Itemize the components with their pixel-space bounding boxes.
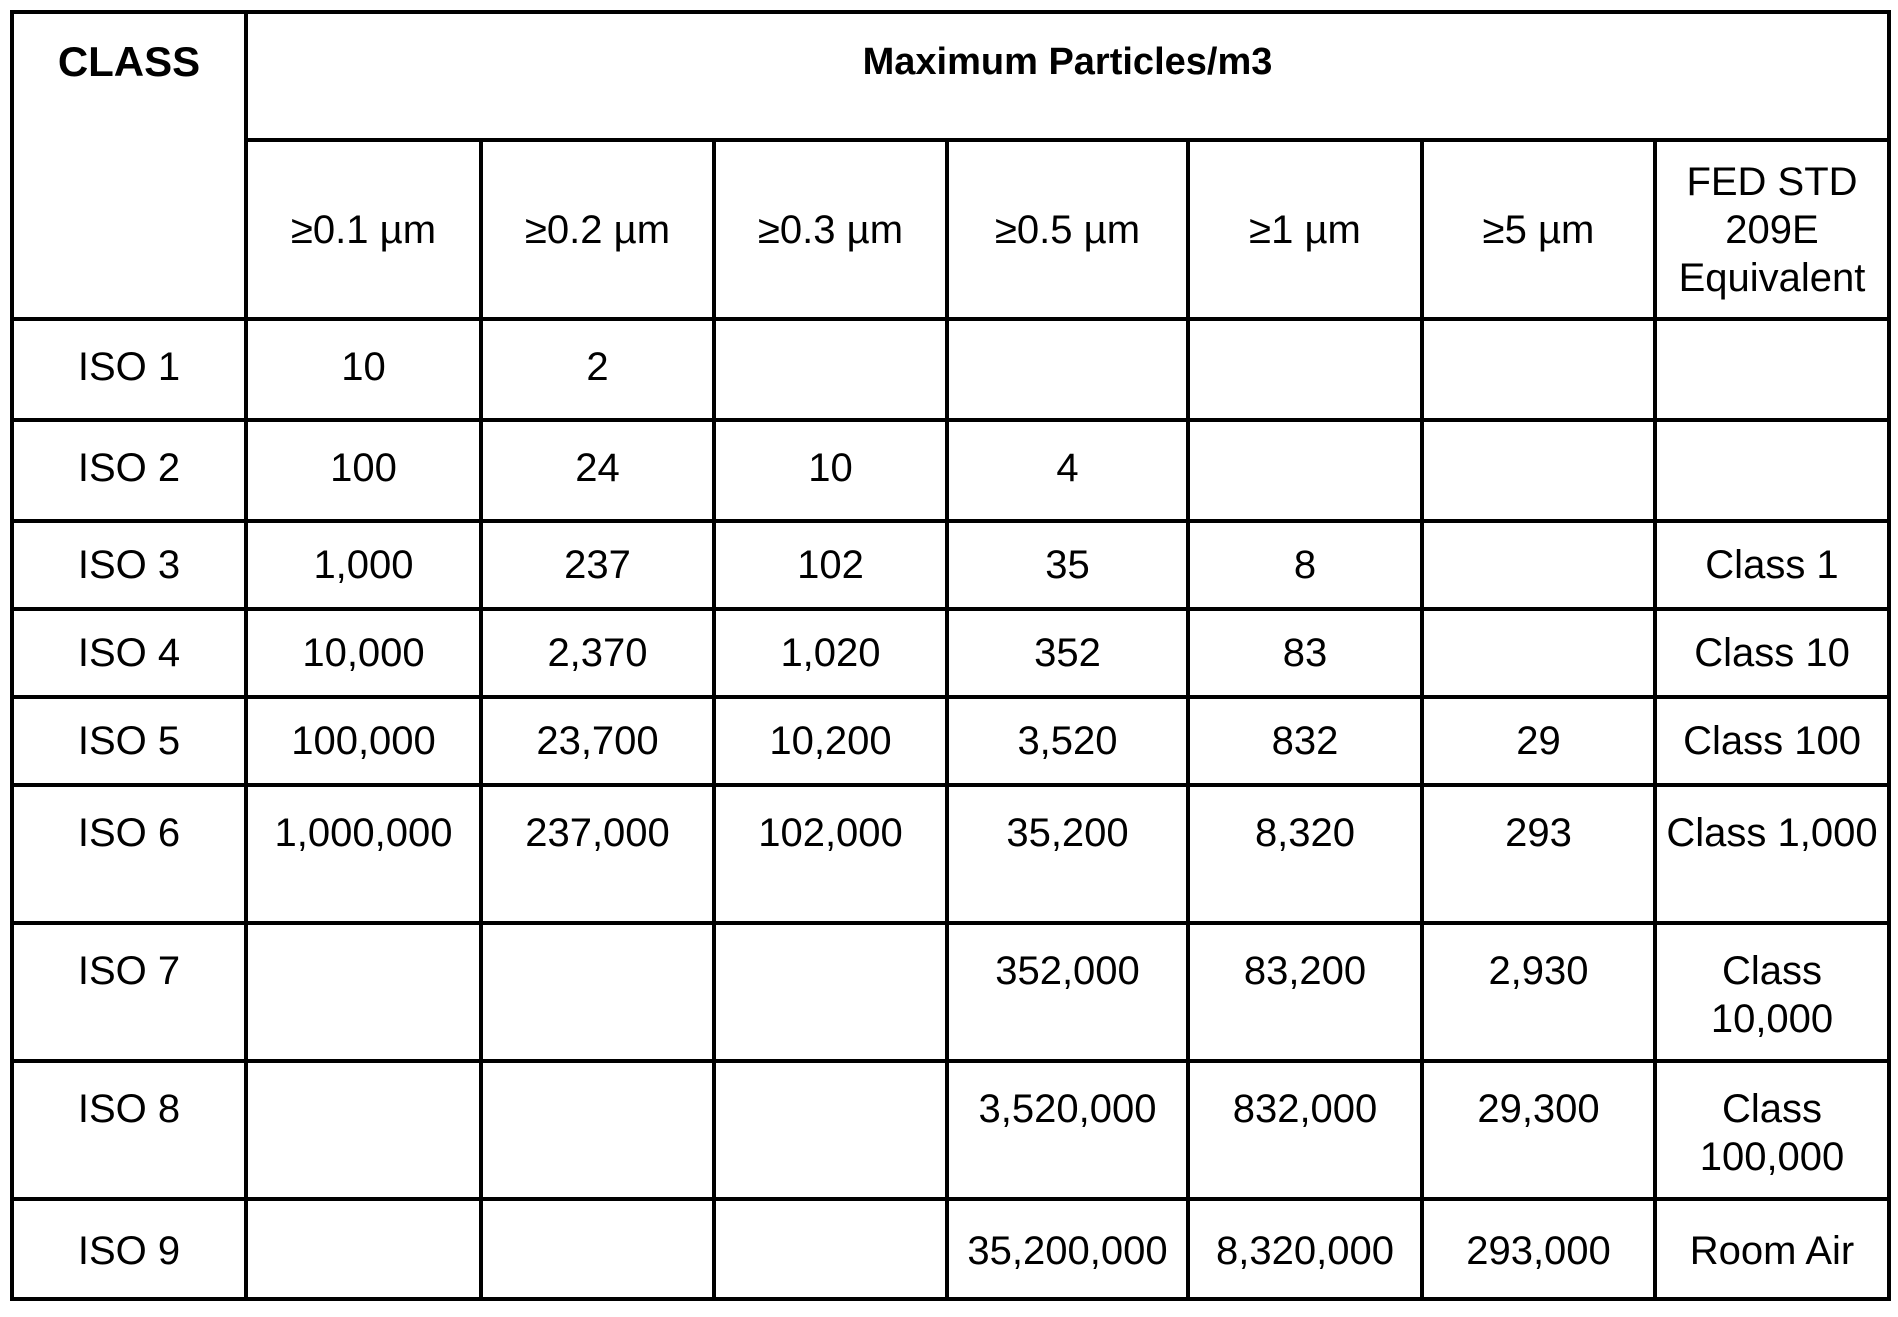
table-row bbox=[12, 923, 1889, 1061]
column-header: ≥1 µm bbox=[1188, 140, 1422, 319]
particle-count-cell: 352,000 bbox=[947, 923, 1188, 1061]
particle-count-cell bbox=[246, 1199, 481, 1299]
table-body bbox=[12, 319, 1889, 1299]
particle-count-cell: 1,020 bbox=[714, 609, 947, 697]
particle-count-cell: 23,700 bbox=[481, 697, 714, 785]
fed-std-cell: Class 10,000 bbox=[1655, 923, 1889, 1061]
fed-std-cell: Class 1 bbox=[1655, 521, 1889, 609]
class-cell: ISO 9 bbox=[12, 1199, 246, 1299]
column-header: ≥0.5 µm bbox=[947, 140, 1188, 319]
particle-count-cell bbox=[1188, 420, 1422, 521]
particle-count-cell bbox=[481, 1199, 714, 1299]
fed-std-cell: Class 100,000 bbox=[1655, 1061, 1889, 1199]
particle-count-cell bbox=[1188, 319, 1422, 420]
fed-std-cell bbox=[1655, 420, 1889, 521]
column-header: ≥0.3 µm bbox=[714, 140, 947, 319]
iso-cleanroom-class-table bbox=[10, 10, 1891, 1301]
particle-count-cell bbox=[246, 1061, 481, 1199]
column-header-fed-std: FED STD 209E Equivalent bbox=[1655, 140, 1889, 319]
table-row bbox=[12, 785, 1889, 923]
particle-count-cell: 10 bbox=[714, 420, 947, 521]
particle-count-cell bbox=[714, 923, 947, 1061]
class-cell: ISO 6 bbox=[12, 785, 246, 923]
particle-count-cell: 29,300 bbox=[1422, 1061, 1655, 1199]
particle-count-cell bbox=[714, 1061, 947, 1199]
particle-count-cell: 2 bbox=[481, 319, 714, 420]
particle-count-cell bbox=[481, 1061, 714, 1199]
particle-count-cell: 832,000 bbox=[1188, 1061, 1422, 1199]
class-header: CLASS bbox=[12, 12, 246, 319]
class-cell: ISO 1 bbox=[12, 319, 246, 420]
table-row bbox=[12, 1199, 1889, 1299]
column-header: ≥0.2 µm bbox=[481, 140, 714, 319]
fed-std-cell: Room Air bbox=[1655, 1199, 1889, 1299]
particle-count-cell: 102,000 bbox=[714, 785, 947, 923]
particle-count-cell: 832 bbox=[1188, 697, 1422, 785]
particle-count-cell bbox=[1422, 319, 1655, 420]
particle-count-cell: 293,000 bbox=[1422, 1199, 1655, 1299]
particle-count-cell: 352 bbox=[947, 609, 1188, 697]
fed-std-cell: Class 100 bbox=[1655, 697, 1889, 785]
particle-count-cell bbox=[1422, 521, 1655, 609]
particle-count-cell: 8,320 bbox=[1188, 785, 1422, 923]
class-cell: ISO 8 bbox=[12, 1061, 246, 1199]
particle-count-cell: 237,000 bbox=[481, 785, 714, 923]
particle-count-cell bbox=[481, 923, 714, 1061]
particle-count-cell: 35 bbox=[947, 521, 1188, 609]
particle-count-cell: 29 bbox=[1422, 697, 1655, 785]
max-particles-header: Maximum Particles/m3 bbox=[246, 12, 1889, 140]
particle-count-cell: 237 bbox=[481, 521, 714, 609]
particle-count-cell: 8 bbox=[1188, 521, 1422, 609]
particle-count-cell bbox=[1422, 609, 1655, 697]
particle-count-cell: 35,200,000 bbox=[947, 1199, 1188, 1299]
class-cell: ISO 5 bbox=[12, 697, 246, 785]
table-row bbox=[12, 1061, 1889, 1199]
particle-count-cell: 100 bbox=[246, 420, 481, 521]
particle-count-cell: 83 bbox=[1188, 609, 1422, 697]
fed-std-cell bbox=[1655, 319, 1889, 420]
particle-count-cell: 1,000 bbox=[246, 521, 481, 609]
class-cell: ISO 3 bbox=[12, 521, 246, 609]
column-header: ≥5 µm bbox=[1422, 140, 1655, 319]
particle-count-cell: 24 bbox=[481, 420, 714, 521]
particle-count-cell: 2,930 bbox=[1422, 923, 1655, 1061]
particle-count-cell bbox=[1422, 420, 1655, 521]
particle-count-cell: 83,200 bbox=[1188, 923, 1422, 1061]
table-row bbox=[12, 420, 1889, 521]
particle-count-cell: 102 bbox=[714, 521, 947, 609]
fed-std-cell: Class 1,000 bbox=[1655, 785, 1889, 923]
particle-count-cell: 4 bbox=[947, 420, 1188, 521]
particle-count-cell: 35,200 bbox=[947, 785, 1188, 923]
particle-count-cell: 3,520,000 bbox=[947, 1061, 1188, 1199]
particle-count-cell: 10,000 bbox=[246, 609, 481, 697]
fed-std-cell: Class 10 bbox=[1655, 609, 1889, 697]
table-row bbox=[12, 521, 1889, 609]
particle-count-cell bbox=[714, 319, 947, 420]
column-header: ≥0.1 µm bbox=[246, 140, 481, 319]
table-row bbox=[12, 319, 1889, 420]
particle-count-cell bbox=[246, 923, 481, 1061]
particle-count-cell: 1,000,000 bbox=[246, 785, 481, 923]
class-cell: ISO 2 bbox=[12, 420, 246, 521]
table-row bbox=[12, 697, 1889, 785]
particle-count-cell: 293 bbox=[1422, 785, 1655, 923]
particle-count-cell bbox=[947, 319, 1188, 420]
particle-count-cell bbox=[714, 1199, 947, 1299]
table-row bbox=[12, 609, 1889, 697]
particle-count-cell: 100,000 bbox=[246, 697, 481, 785]
particle-count-cell: 3,520 bbox=[947, 697, 1188, 785]
particle-count-cell: 10 bbox=[246, 319, 481, 420]
particle-count-cell: 10,200 bbox=[714, 697, 947, 785]
class-cell: ISO 4 bbox=[12, 609, 246, 697]
class-cell: ISO 7 bbox=[12, 923, 246, 1061]
particle-count-cell: 8,320,000 bbox=[1188, 1199, 1422, 1299]
particle-count-cell: 2,370 bbox=[481, 609, 714, 697]
